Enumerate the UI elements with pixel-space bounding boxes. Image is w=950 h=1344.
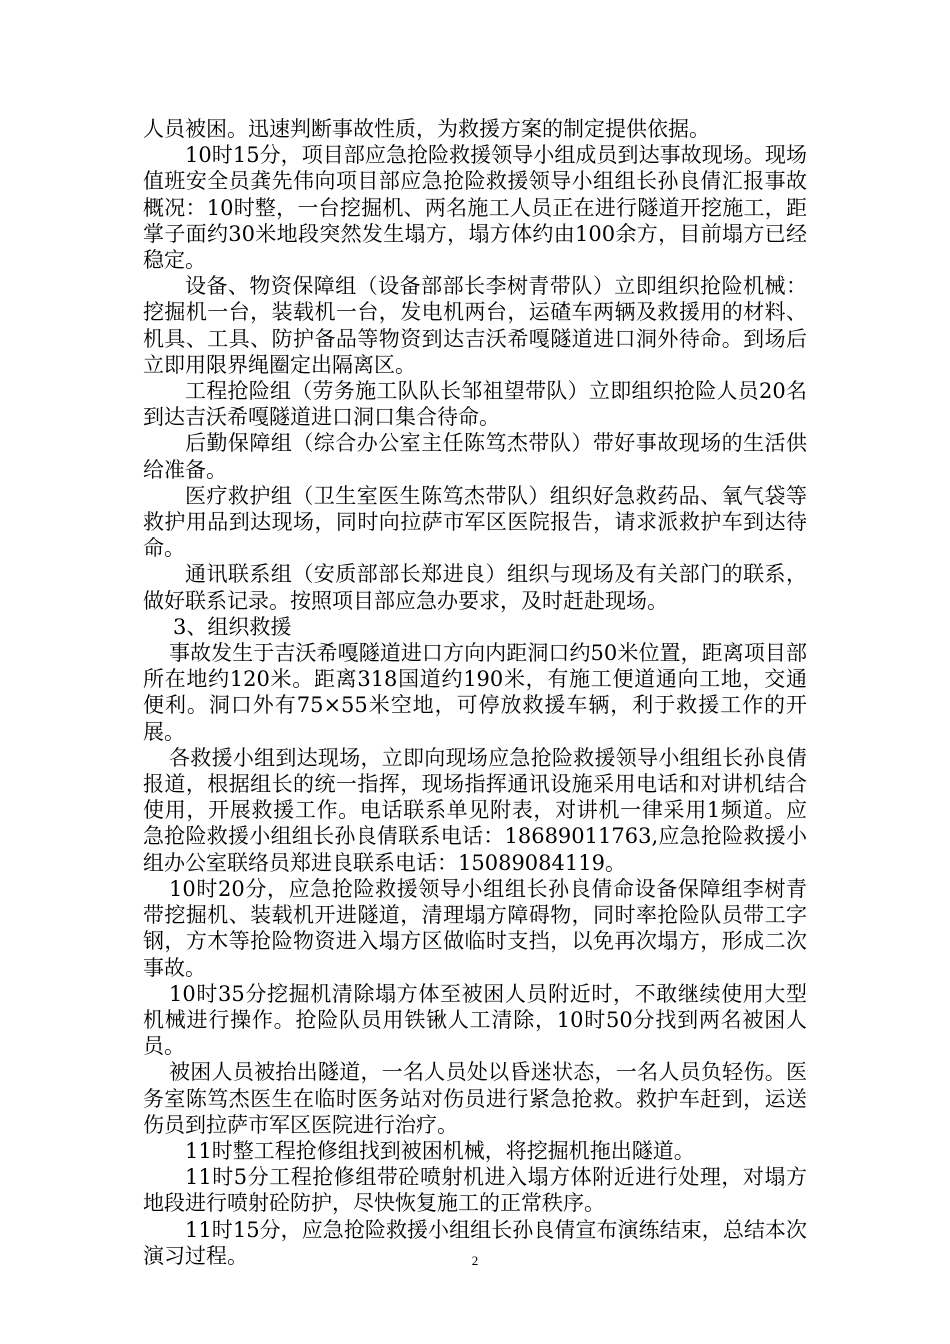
page-number: 2 [471, 1253, 479, 1268]
paragraph: 被困人员被抬出隧道，一名人员处以昏迷状态，一名人员负轻伤。医务室陈笃杰医生在临时医务站对伤员进行紧急抢救。救护车赶到，运送伤员到拉萨市军区医院进行治疗。 [143, 1060, 807, 1137]
paragraph: 工程抢险组（劳务施工队队长邹祖望带队）立即组织抢险人员20名到达吉沃希嘎隧道进口洞口集合待命。 [143, 379, 807, 430]
paragraph: 事故发生于吉沃希嘎隧道进口方向内距洞口约50米位置，距离项目部所在地约120米。距离318国道约190米，有施工便道通向工地，交通便利。洞口外有75×55米空地，可停放救援车辆，利于救援工作的开展。 [143, 641, 807, 744]
paragraph: 10时35分挖掘机清除塌方体至被困人员附近时，不敢继续使用大型机械进行操作。抢险队员用铁锹人工清除，10时50分找到两名被困人员。 [143, 981, 807, 1059]
paragraph: 通讯联系组（安质部部长郑进良）组织与现场及有关部门的联系，做好联系记录。按照项目部应急办要求，及时赶赴现场。 [143, 562, 807, 613]
paragraph: 各救援小组到达现场，立即向现场应急抢险救援领导小组组长孙良倩报道，根据组长的统一指挥，现场指挥通讯设施采用电话和对讲机结合使用，开展救援工作。电话联系单见附表，对讲机一律采用1频道。应急抢险救援小组组长孙良倩联系电话：18689011763,应急抢险救援小组办公室联络员郑进良联系电话：15089084119。 [143, 745, 807, 875]
document-body [143, 116, 807, 1269]
paragraph: 后勤保障组（综合办公室主任陈笃杰带队）带好事故现场的生活供给准备。 [143, 431, 807, 482]
paragraph: 人员被困。迅速判断事故性质，为救援方案的制定提供依据。 [143, 117, 710, 141]
paragraph: 医疗救护组（卫生室医生陈笃杰带队）组织好急救药品、氧气袋等救护用品到达现场，同时向拉萨市军区医院报告，请求派救护车到达待命。 [143, 483, 807, 561]
paragraph: 10时20分，应急抢险救援领导小组组长孙良倩命设备保障组李树青带挖掘机、装载机开进隧道，清理塌方障碍物，同时率抢险队员带工字钢，方木等抢险物资进入塌方区做临时支挡，以免再次塌方，形成二次事故。 [143, 876, 807, 980]
paragraph: 10时15分，项目部应急抢险救援领导小组成员到达事故现场。现场值班安全员龚先伟向项目部应急抢险救援领导小组组长孙良倩汇报事故概况：10时整，一台挖掘机、两名施工人员正在进行隧道开挖施工，距掌子面约30米地段突然发生塌方，塌方体约由100余方，目前塌方已经稳定。 [143, 143, 807, 273]
paragraph: 11时整工程抢修组找到被困机械，将挖掘机拖出隧道。 [185, 1138, 695, 1163]
section-heading: 3、组织救援 [173, 614, 292, 639]
paragraph: 11时5分工程抢修组带砼喷射机进入塌方体附近进行处理，对塌方地段进行喷射砼防护，尽快恢复施工的正常秩序。 [143, 1165, 807, 1216]
paragraph: 设备、物资保障组（设备部部长李树青带队）立即组织抢险机械：挖掘机一台，装载机一台，发电机两台，运碴车两辆及救援用的材料、机具、工具、防护备品等物资到达吉沃希嘎隧道进口洞外待命。到场后立即用限界绳圈定出隔离区。 [143, 274, 807, 377]
paragraph: 11时15分，应急抢险救援小组组长孙良倩宣布演练结束，总结本次演习过程。 [143, 1217, 807, 1268]
